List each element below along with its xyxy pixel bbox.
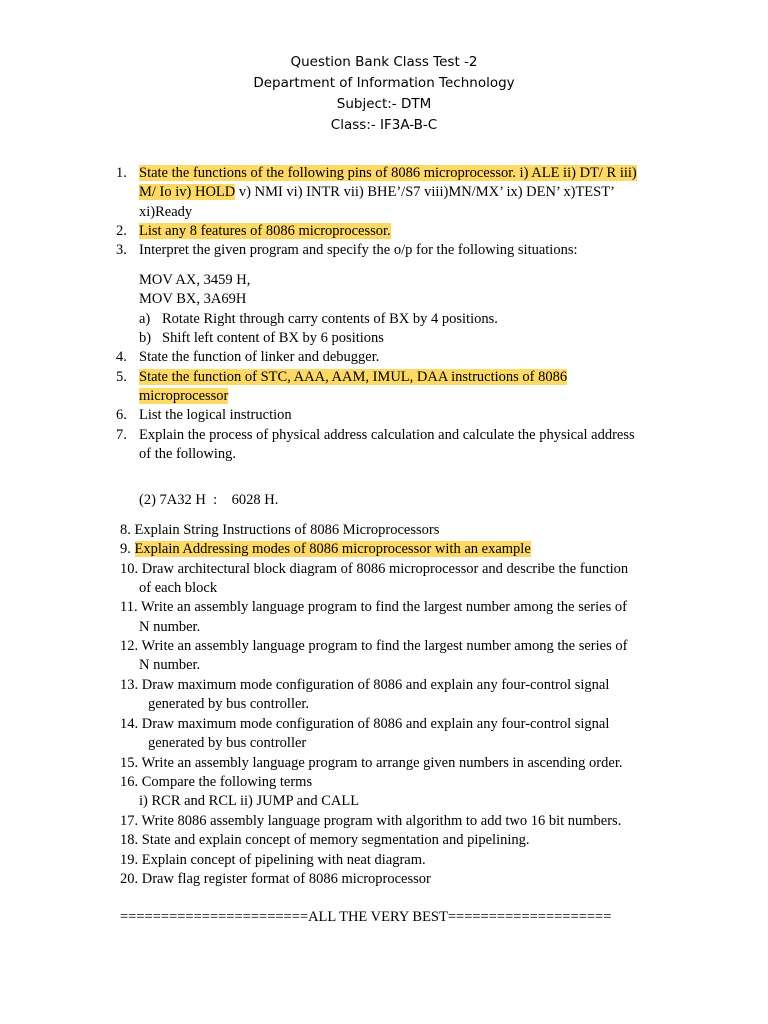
- document-header: [0, 52, 768, 136]
- question-13-line-2: generated by bus controller.: [148, 696, 310, 712]
- question-2: [139, 222, 391, 241]
- question-5-line-1: [139, 368, 567, 387]
- question-3: Interpret the given program and specify the o/p for the following situations:: [139, 242, 578, 258]
- question-number: 3.: [116, 242, 127, 258]
- code-line: MOV BX, 3A69H: [139, 291, 247, 307]
- question-14-line-2: generated by bus controller: [148, 735, 307, 751]
- question-9: [120, 540, 531, 559]
- header-subject: Subject:- DTM: [336, 96, 432, 112]
- highlight: Explain Addressing modes of 8086 microprocessor with an example: [134, 541, 531, 557]
- question-17: 17. Write 8086 assembly language program with algorithm to add two 16 bit numbers.: [120, 813, 622, 829]
- question-number: 9.: [120, 541, 135, 557]
- question-number: 2.: [116, 223, 127, 239]
- question-10-line-2: of each block: [139, 580, 218, 596]
- sub-label: b): [139, 330, 152, 346]
- question-10-line-1: 10. Draw architectural block diagram of 8086 microprocessor and describe the function: [120, 561, 629, 577]
- question-15: 15. Write an assembly language program to arrange given numbers in ascending order.: [120, 755, 623, 771]
- question-13-line-1: 13. Draw maximum mode configuration of 8086 and explain any four-control signal: [120, 677, 610, 693]
- sub-item: Shift left content of BX by 6 positions: [162, 330, 384, 346]
- question-number: 6.: [116, 407, 127, 423]
- sub-item: Rotate Right through carry contents of BX by 4 positions.: [162, 311, 498, 327]
- question-1-line-1: [139, 164, 637, 183]
- sub-label: a): [139, 311, 151, 327]
- highlight: List any 8 features of 8086 microprocessor.: [139, 223, 391, 239]
- question-12-line-2: N number.: [139, 657, 201, 673]
- question-7-line-2: of the following.: [139, 446, 237, 462]
- highlight: microprocessor: [139, 388, 229, 404]
- question-16-line-2: i) RCR and RCL ii) JUMP and CALL: [139, 793, 360, 809]
- question-5-line-2: [139, 387, 228, 406]
- question-1-line-2: [139, 183, 615, 202]
- highlight: M/ Io iv) HOLD: [139, 184, 236, 200]
- question-16-line-1: 16. Compare the following terms: [120, 774, 313, 790]
- highlight: State the function of STC, AAA, AAM, IMUL, DAA instructions of 8086: [139, 369, 568, 385]
- question-18: 18. State and explain concept of memory segmentation and pipelining.: [120, 832, 530, 848]
- question-number: 1.: [116, 165, 127, 181]
- highlight: State the functions of the following pins of 8086 microprocessor. i) ALE ii) DT/ R iii): [139, 165, 637, 181]
- question-7-line-1: Explain the process of physical address calculation and calculate the physical address: [139, 427, 635, 443]
- question-19: 19. Explain concept of pipelining with neat diagram.: [120, 852, 426, 868]
- question-number: 4.: [116, 349, 127, 365]
- question-4: State the function of linker and debugger.: [139, 349, 380, 365]
- question-1-line-3: xi)Ready: [139, 204, 193, 220]
- code-line: MOV AX, 3459 H,: [139, 272, 251, 288]
- question-11-line-1: 11. Write an assembly language program to find the largest number among the series of: [120, 599, 627, 615]
- question-1-text: v) NMI vi) INTR vii) BHE’/S7 viii)MN/MX’ ix) DEN’ x)TEST’: [235, 184, 615, 200]
- question-number: 7.: [116, 427, 127, 443]
- question-12-line-1: 12. Write an assembly language program to find the largest number among the series of: [120, 638, 628, 654]
- header-title: Question Bank Class Test -2: [290, 54, 478, 70]
- question-11-line-2: N number.: [139, 619, 201, 635]
- question-8: 8. Explain String Instructions of 8086 Microprocessors: [120, 522, 440, 538]
- question-20: 20. Draw flag register format of 8086 microprocessor: [120, 871, 431, 887]
- footer-wish: =======================ALL THE VERY BEST====================: [120, 909, 612, 925]
- question-6: List the logical instruction: [139, 407, 292, 423]
- question-7-sub: (2) 7A32 H : 6028 H.: [139, 492, 279, 508]
- header-class: Class:- IF3A-B-C: [330, 117, 438, 133]
- question-14-line-1: 14. Draw maximum mode configuration of 8086 and explain any four-control signal: [120, 716, 610, 732]
- question-number: 5.: [116, 369, 127, 385]
- header-department: Department of Information Technology: [253, 75, 515, 91]
